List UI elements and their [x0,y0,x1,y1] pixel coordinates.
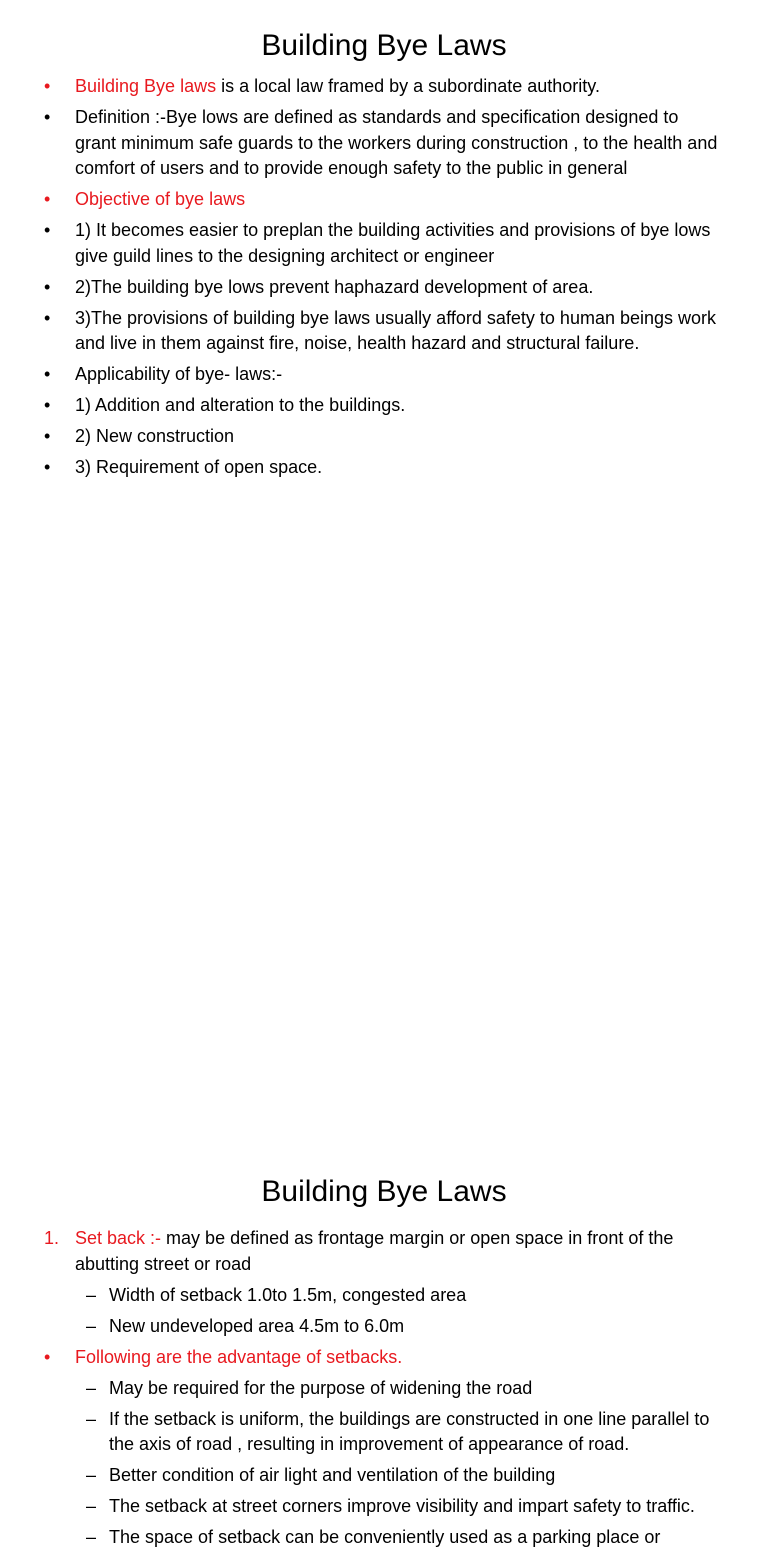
bullet-item [0,1345,768,1371]
bullet-item [0,218,768,269]
bullet-marker: • [44,395,51,415]
bullet-text: New undeveloped area 4.5m to 6.0m [109,1315,405,1336]
bullet-marker: • [44,76,51,96]
bullet-text: Better condition of air light and ventilation of the building [109,1465,556,1485]
bullet-text: 1) It becomes easier to preplan the building activities and provisions of bye lows give guild lines to the designing architect or engineer [75,220,711,266]
bullet-item [0,424,768,450]
bullet-marker: • [44,457,51,477]
bullet-text [75,1345,722,1371]
sub-bullet-item [0,1463,768,1489]
highlight-text: Building Bye laws [75,76,217,96]
bullet-text: Set back :- may be defined as frontage margin or open space in front of the abutting street or road [75,1228,674,1274]
bullet-text: If the setback is uniform, the buildings are constructed in one line parallel to the axis of road , resulting in improvement of appearance of road. [109,1408,710,1454]
sub-bullet-item [0,1525,768,1551]
bullet-item [0,1226,768,1277]
sub-bullet-item [0,1407,768,1458]
bullet-text [75,187,722,213]
dash-marker: – [86,1527,97,1547]
dash-marker: – [86,1315,97,1336]
dash-marker: – [86,1408,97,1429]
bullet-marker: 1. [44,1228,60,1248]
bullet-marker: • [44,307,51,328]
bullet-marker: • [44,107,51,127]
slide-title: Building Bye Laws [261,1175,507,1208]
slide-2 [0,570,768,1547]
bullet-item [0,105,768,182]
bullet-text: The space of setback can be conveniently used as a parking place or [109,1527,661,1547]
slide-1 [0,0,768,570]
sub-bullet-item [0,1376,768,1402]
bullet-marker: • [44,189,51,209]
dash-marker: – [86,1377,97,1398]
bullet-text: 2)The building bye lows prevent haphazard development of area. [75,276,594,297]
dash-marker: – [86,1284,97,1305]
bullet-text: Width of setback 1.0to 1.5m, congested area [109,1284,467,1305]
bullet-item [0,393,768,419]
sub-bullet-item [0,1494,768,1520]
bullet-marker: • [44,220,51,240]
bullet-text: Definition :-Bye lows are defined as standards and specification designed to grant minimum safe guards to the workers during construction , to the health and comfort of users and to provide enough safety to the public in general [75,107,718,178]
bullet-text: 3) Requirement of open space. [75,457,323,477]
bullet-text: The setback at street corners improve visibility and impart safety to traffic. [109,1496,695,1516]
highlight-text: Set back :- [75,1228,162,1248]
bullet-item [0,362,768,388]
highlight-text: Objective of bye laws [75,189,246,209]
dash-marker: – [86,1496,97,1516]
highlight-text: Following are the advantage of setbacks. [75,1346,403,1367]
bullet-item [0,74,768,100]
bullet-text: 3)The provisions of building bye laws usually afford safety to human beings work and live in them against fire, noise, health hazard and structural failure. [75,307,717,353]
sub-bullet-item [0,1314,768,1340]
bullet-marker: • [44,364,51,384]
bullet-text: 1) Addition and alteration to the buildings. [75,395,406,415]
bullet-list [0,74,768,481]
bullet-text: May be required for the purpose of widening the road [109,1377,533,1398]
bullet-item [0,275,768,301]
sub-bullet-item [0,1283,768,1309]
bullet-item [0,306,768,357]
dash-marker: – [86,1465,97,1485]
bullet-marker: • [44,426,51,446]
bullet-marker: • [44,276,51,297]
bullet-marker: • [44,1346,51,1367]
bullet-item [0,455,768,481]
bullet-text: 2) New construction [75,426,235,446]
bullet-item [0,187,768,213]
bullet-text: Applicability of bye- laws:- [75,364,283,384]
bullet-list [0,1226,768,1551]
bullet-text: Building Bye laws is a local law framed by a subordinate authority. [75,76,600,96]
slide-title: Building Bye Laws [261,29,507,62]
